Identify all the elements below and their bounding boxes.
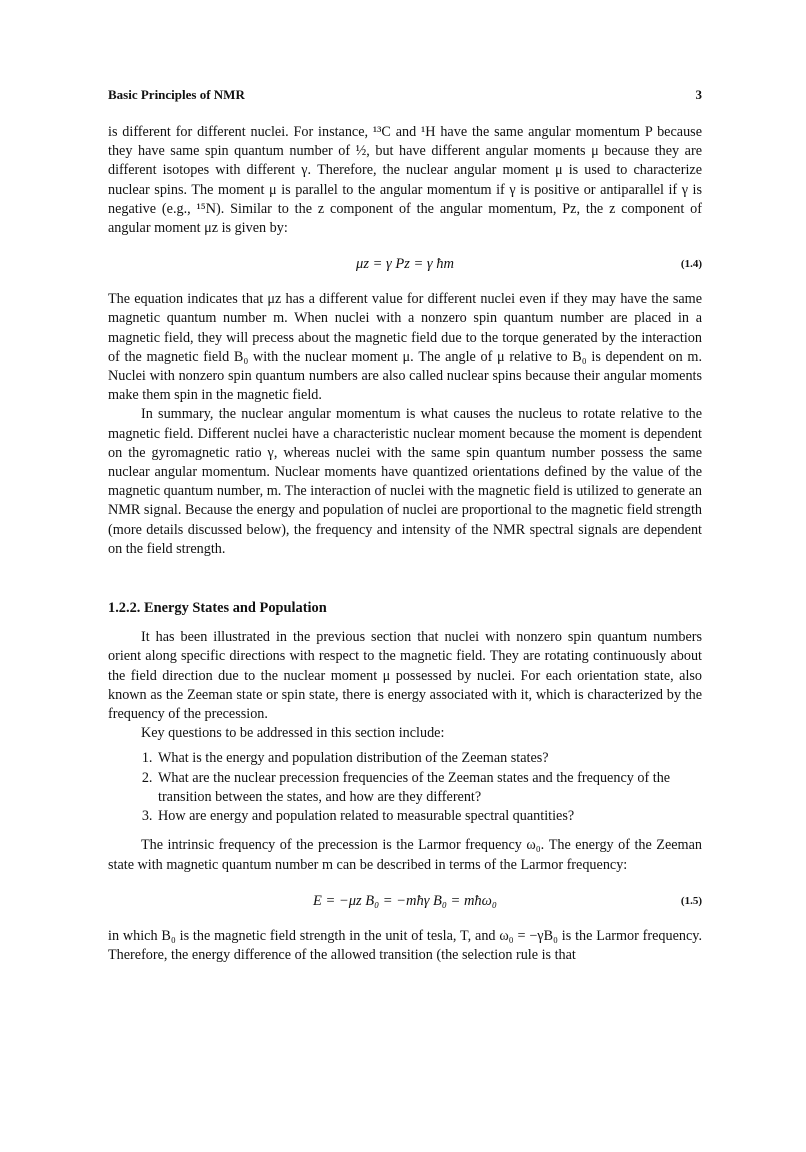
equation-1-5 (108, 889, 702, 913)
paragraph-angular-moment: is different for different nuclei. For instance, ¹³C and ¹H have the same angular momentum P because they have same spin quantum number of ½, but have different angular moments μ because they are different isotopes with different γ. Therefore, the nuclear angular moment μ is used to characterize nuclear spins. The moment μ is parallel to the angular momentum if γ is positive or antiparallel if γ is negative (e.g., ¹⁵N). Similar to the z component of the angular momentum, Pz, the z component of angular moment μz is given by: (108, 124, 702, 237)
running-header (108, 87, 702, 103)
equation-expression: E = −μz B₀ = −mħγ B₀ = mħω₀ (313, 892, 497, 909)
list-item: 2. What are the nuclear precession frequencies of the Zeeman states and the frequency of the transition between the states, and how are they different? (156, 769, 702, 807)
list-item: 1. What is the energy and population distribution of the Zeeman states? (156, 749, 702, 768)
key-questions-list (108, 749, 702, 826)
equation-number: (1.4) (680, 258, 702, 271)
paragraph-summary: In summary, the nuclear angular momentum is what causes the nucleus to rotate relative to the magnetic field. Different nuclei have a characteristic nuclear moment because the moment is dependent on the gyromagnetic ratio γ, whereas nuclei with the same spin quantum number possess the same nuclear angular momentum. Nuclear moments have quantized orientations defined by the value of the magnetic quantum number, m. The interaction of nuclei with the magnetic field is utilized to generate an NMR signal. Because the energy and population of nuclei are proportional to the magnetic field strength (more details discussed below), the frequency and intensity of the NMR spectral signals are dependent on the field strength. (108, 406, 702, 557)
section-title: Energy States and Population (144, 600, 327, 617)
paragraph-orientation-states: It has been illustrated in the previous section that nuclei with nonzero spin quantum numbers orient along specific directions with respect to the magnetic field. They are rotating continuously about the field direction due to the nuclear moment μ possessed by nuclei. For each orientation state, also known as the Zeeman state or spin state, there is energy associated with it, which is characterized by the frequency of the precession. (108, 629, 702, 723)
equation-1-4 (108, 252, 702, 276)
running-title: Basic Principles of NMR (108, 87, 245, 102)
paragraph-key-questions-intro: Key questions to be addressed in this section include: (141, 725, 445, 742)
section-heading (108, 599, 702, 618)
page-number: 3 (695, 87, 702, 102)
list-item: 3. How are energy and population related to measurable spectral quantities? (156, 807, 702, 826)
equation-number: (1.5) (680, 894, 702, 907)
paragraph-larmor-frequency: The intrinsic frequency of the precession is the Larmor frequency ω₀. The energy of the Zeeman state with magnetic quantum number m can be described in terms of the Larmor frequency: (108, 837, 702, 873)
paragraph-equation-explanation: The equation indicates that μz has a different value for different nuclei even if they may have the same magnetic quantum number m. When nuclei with a nonzero spin quantum number are placed in a magnetic field, they will precess about the magnetic field due to the torque generated by the interaction of the magnetic field B₀ with the nuclear moment μ. The angle of μ relative to B₀ is dependent on m. Nuclei with nonzero spin quantum numbers are also called nuclear spins because their angular moments make them spin in the magnetic field. (108, 291, 702, 404)
equation-expression: μz = γ Pz = γ ħm (356, 256, 454, 273)
section-number: 1.2.2. (108, 600, 141, 617)
paragraph-field-strength: in which B₀ is the magnetic field strength in the unit of tesla, T, and ω₀ = −γB₀ is the Larmor frequency. Therefore, the energy difference of the allowed transition (the selection rule is that (108, 927, 702, 963)
page-body (108, 123, 702, 965)
